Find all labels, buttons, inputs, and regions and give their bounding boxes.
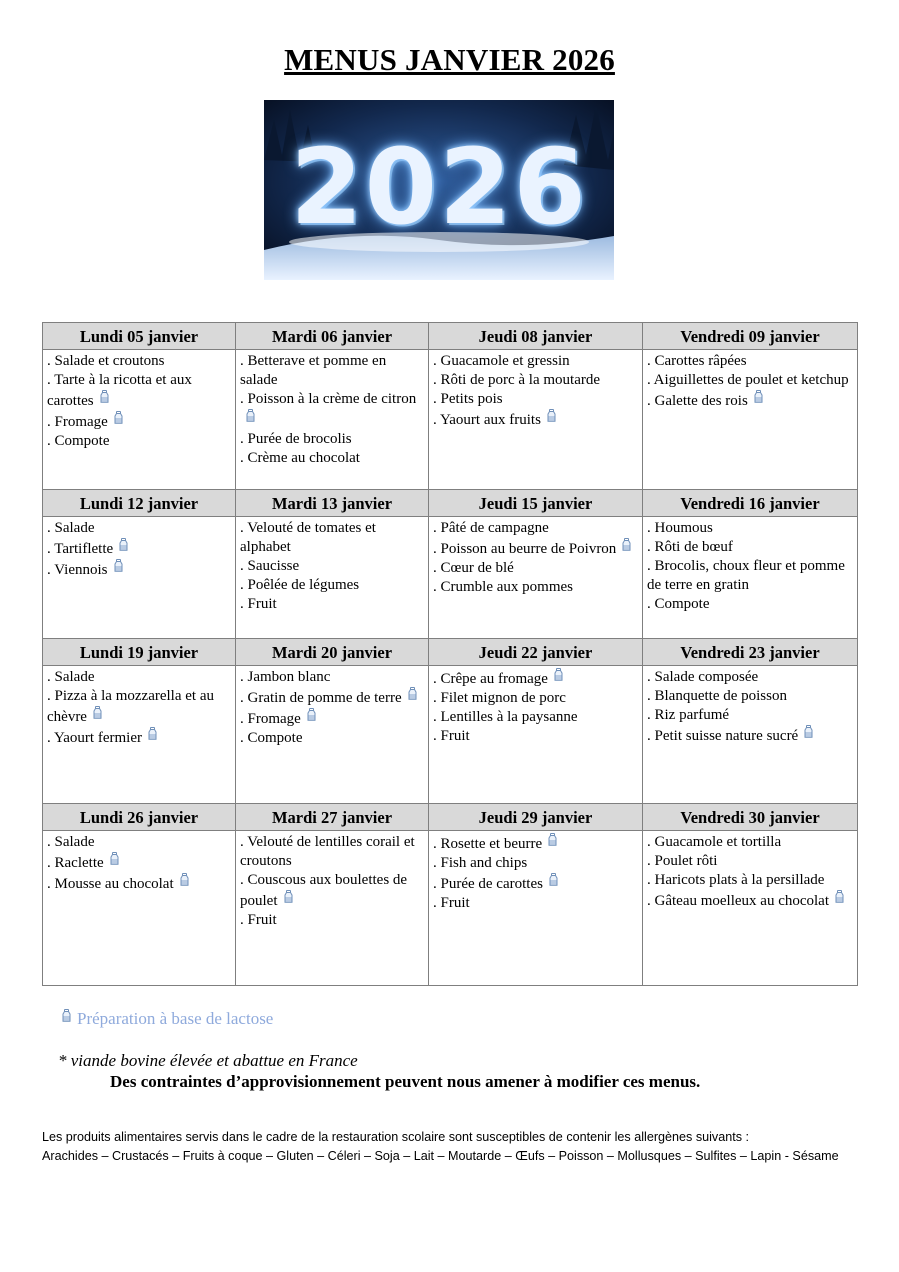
menu-item (240, 911, 425, 930)
day-menu-cell (429, 517, 643, 639)
day-menu-cell (236, 831, 429, 986)
menu-item (433, 854, 639, 873)
menu-item (47, 519, 232, 538)
lactose-legend (62, 1009, 273, 1029)
menu-item-text: . Carottes râpées (647, 353, 747, 369)
beef-origin-note: * viande bovine élevée et abattue en France (58, 1051, 358, 1070)
menu-item (240, 833, 425, 871)
milk-bottle-icon (754, 390, 763, 403)
menu-item (433, 727, 639, 746)
menu-item (47, 852, 232, 873)
milk-bottle-icon (835, 890, 844, 903)
day-header: Vendredi 23 janvier (643, 639, 858, 666)
menu-item-text: . Poisson au beurre de Poivron (433, 541, 617, 557)
menu-item (647, 687, 854, 706)
menu-item (647, 371, 854, 390)
milk-bottle-icon (110, 852, 119, 865)
menu-table (42, 322, 858, 986)
menu-item (240, 595, 425, 614)
menu-item (47, 727, 232, 748)
menu-item (647, 595, 854, 614)
menu-item-text: . Couscous aux boulettes de poulet (240, 872, 408, 909)
menu-item (433, 708, 639, 727)
menu-item-text: . Yaourt aux fruits (433, 412, 541, 428)
menu-item-text: . Guacamole et gressin (433, 353, 570, 369)
day-header: Lundi 26 janvier (43, 804, 236, 831)
menu-item-text: . Gâteau moelleux au chocolat (647, 893, 830, 909)
milk-bottle-icon (549, 873, 558, 886)
menu-item (647, 833, 854, 852)
menu-item (647, 725, 854, 746)
milk-bottle-icon (180, 873, 189, 886)
menu-item (240, 668, 425, 687)
menu-item-text: . Houmous (647, 520, 713, 536)
day-menu-cell (43, 831, 236, 986)
menu-item-text: . Crêpe au fromage (433, 671, 548, 687)
menu-item-text: . Salade (47, 834, 95, 850)
menu-item (433, 833, 639, 854)
day-header: Jeudi 15 janvier (429, 490, 643, 517)
menu-item-text: . Blanquette de poisson (647, 688, 787, 704)
week-menu-row (43, 517, 858, 639)
milk-bottle-icon (622, 538, 631, 551)
milk-bottle-icon (119, 538, 128, 551)
milk-bottle-icon (554, 668, 563, 681)
milk-bottle-icon (100, 390, 109, 403)
menu-item (240, 390, 425, 430)
menu-item (47, 668, 232, 687)
supply-warning: Des contraintes d’approvisionnement peuvent nous amener à modifier ces menus. (110, 1072, 701, 1091)
menu-item-text: . Fish and chips (433, 855, 528, 871)
menu-item-text: . Poisson à la crème de citron (240, 391, 417, 407)
day-header: Jeudi 29 janvier (429, 804, 643, 831)
menu-item-text: . Filet mignon de porc (433, 690, 566, 706)
menu-item-text: . Poulet rôti (647, 853, 718, 869)
day-menu-cell (236, 517, 429, 639)
menu-item-text: . Fruit (433, 895, 470, 911)
menu-item-text: . Saucisse (240, 558, 300, 574)
menu-item (47, 432, 232, 451)
menu-item (647, 538, 854, 557)
day-menu-cell (429, 666, 643, 804)
menu-item-text: . Pizza à la mozzarella et au chèvre (47, 688, 214, 725)
menu-item-text: . Guacamole et tortilla (647, 834, 782, 850)
day-menu-cell (429, 831, 643, 986)
menu-item (433, 352, 639, 371)
menu-item (433, 538, 639, 559)
page-title: MENUS JANVIER 2026 (284, 42, 615, 77)
milk-bottle-icon (307, 708, 316, 721)
menu-item-text: . Purée de carottes (433, 876, 543, 892)
menu-item-text: . Salade (47, 669, 95, 685)
menu-item-text: . Fruit (240, 912, 277, 928)
milk-bottle-icon (408, 687, 417, 700)
menu-item (647, 871, 854, 890)
menu-item-text: . Haricots plats à la persillade (647, 872, 825, 888)
menu-item-text: . Viennois (47, 562, 108, 578)
menu-item (47, 352, 232, 371)
menu-item (240, 557, 425, 576)
menu-item-text: . Fruit (433, 728, 470, 744)
menu-item-text: . Tarte à la ricotta et aux carottes (47, 372, 192, 409)
milk-bottle-icon (246, 409, 255, 422)
banner-image (264, 100, 614, 280)
day-menu-cell (429, 350, 643, 490)
menu-item-text: . Compote (47, 433, 110, 449)
day-menu-cell (236, 350, 429, 490)
milk-bottle-icon (62, 1009, 71, 1022)
milk-bottle-icon (804, 725, 813, 738)
milk-bottle-icon (148, 727, 157, 740)
week-header-row (43, 804, 858, 831)
day-header: Vendredi 09 janvier (643, 323, 858, 350)
menu-item-text: . Mousse au chocolat (47, 876, 174, 892)
menu-item (240, 576, 425, 595)
menu-item (433, 578, 639, 597)
menu-item-text: . Jambon blanc (240, 669, 331, 685)
menu-item (240, 871, 425, 911)
menu-item (47, 833, 232, 852)
milk-bottle-icon (548, 833, 557, 846)
menu-item-text: . Riz parfumé (647, 707, 730, 723)
menu-item (47, 559, 232, 580)
menu-item (433, 390, 639, 409)
day-menu-cell (236, 666, 429, 804)
menu-item-text: . Galette des rois (647, 393, 748, 409)
day-header: Jeudi 22 janvier (429, 639, 643, 666)
menu-item-text: . Fromage (240, 711, 301, 727)
week-menu-row (43, 350, 858, 490)
menu-item-text: . Gratin de pomme de terre (240, 690, 402, 706)
day-menu-cell (643, 831, 858, 986)
menu-item (240, 729, 425, 748)
menu-item-text: . Lentilles à la paysanne (433, 709, 578, 725)
menu-item-text: . Brocolis, choux fleur et pomme de terre en gratin (647, 558, 845, 593)
week-menu-row (43, 831, 858, 986)
menu-item (47, 873, 232, 894)
menu-item (433, 689, 639, 708)
menu-item (240, 687, 425, 708)
menu-item-text: . Yaourt fermier (47, 730, 142, 746)
menu-item (433, 519, 639, 538)
day-header: Mardi 06 janvier (236, 323, 429, 350)
menu-item (647, 390, 854, 411)
menu-item (433, 668, 639, 689)
menu-item-text: . Petit suisse nature sucré (647, 728, 799, 744)
menu-item (433, 371, 639, 390)
menu-item-text: . Velouté de tomates et alphabet (240, 520, 376, 555)
menu-item-text: . Salade composée (647, 669, 759, 685)
day-menu-cell (43, 517, 236, 639)
day-menu-cell (643, 350, 858, 490)
day-header: Lundi 19 janvier (43, 639, 236, 666)
menu-item (240, 352, 425, 390)
menu-item-text: . Raclette (47, 855, 104, 871)
menu-item-text: . Salade (47, 520, 95, 536)
menu-item-text: . Crumble aux pommes (433, 579, 573, 595)
menu-item (647, 352, 854, 371)
menu-item-text: . Rôti de bœuf (647, 539, 733, 555)
menu-item-text: . Rosette et beurre (433, 836, 543, 852)
menu-item-text: . Petits pois (433, 391, 503, 407)
menu-item (433, 409, 639, 430)
milk-bottle-icon (114, 411, 123, 424)
menu-item (647, 668, 854, 687)
day-header: Mardi 27 janvier (236, 804, 429, 831)
menu-item-text: . Poêlée de légumes (240, 577, 360, 593)
menu-item-text: . Fruit (240, 596, 277, 612)
week-header-row (43, 639, 858, 666)
milk-bottle-icon (547, 409, 556, 422)
menu-item-text: . Salade et croutons (47, 353, 165, 369)
day-header: Mardi 13 janvier (236, 490, 429, 517)
day-menu-cell (43, 350, 236, 490)
day-menu-cell (643, 517, 858, 639)
week-header-row (43, 323, 858, 350)
menu-item-text: . Rôti de porc à la moutarde (433, 372, 601, 388)
day-header: Jeudi 08 janvier (429, 323, 643, 350)
menu-item (47, 371, 232, 411)
week-header-row (43, 490, 858, 517)
menu-item (647, 519, 854, 538)
menu-item-text: . Compote (647, 596, 710, 612)
menu-item (647, 706, 854, 725)
menu-item-text: . Velouté de lentilles corail et croutons (240, 834, 415, 869)
banner-year-text: 2026 (290, 126, 588, 248)
menu-item (240, 708, 425, 729)
menu-item-text: . Pâté de campagne (433, 520, 549, 536)
day-header: Lundi 05 janvier (43, 323, 236, 350)
milk-bottle-icon (114, 559, 123, 572)
milk-bottle-icon (93, 706, 102, 719)
allergens-block (42, 1128, 852, 1166)
menu-item (240, 430, 425, 449)
menu-item-text: . Purée de brocolis (240, 431, 352, 447)
day-header: Lundi 12 janvier (43, 490, 236, 517)
menu-item (47, 687, 232, 727)
week-menu-row (43, 666, 858, 804)
menu-item (433, 894, 639, 913)
menu-item-text: . Crème au chocolat (240, 450, 360, 466)
day-header: Mardi 20 janvier (236, 639, 429, 666)
day-menu-cell (43, 666, 236, 804)
milk-bottle-icon (284, 890, 293, 903)
menu-item (47, 538, 232, 559)
menu-item-text: . Betterave et pomme en salade (240, 353, 387, 388)
menu-item (647, 557, 854, 595)
menu-item (433, 559, 639, 578)
menu-item (47, 411, 232, 432)
menu-item (433, 873, 639, 894)
allergens-intro: Les produits alimentaires servis dans le cadre de la restauration scolaire sont susceptibles de contenir les allergènes suivants : (42, 1130, 750, 1144)
menu-item (240, 519, 425, 557)
menu-item (647, 890, 854, 911)
menu-item-text: . Tartiflette (47, 541, 114, 557)
legend-label: Préparation à base de lactose (77, 1009, 274, 1028)
day-header: Vendredi 30 janvier (643, 804, 858, 831)
day-header: Vendredi 16 janvier (643, 490, 858, 517)
allergens-list: Arachides – Crustacés – Fruits à coque – Gluten – Céleri – Soja – Lait – Moutarde – Œufs – Poisson – Mollusques – Sulfites – Lapin - Sésame (42, 1149, 839, 1163)
menu-item-text: . Compote (240, 730, 303, 746)
day-menu-cell (643, 666, 858, 804)
menu-item-text: . Aiguillettes de poulet et ketchup (647, 372, 849, 388)
menu-item-text: . Fromage (47, 414, 108, 430)
menu-item-text: . Cœur de blé (433, 560, 514, 576)
menu-item (647, 852, 854, 871)
menu-item (240, 449, 425, 468)
